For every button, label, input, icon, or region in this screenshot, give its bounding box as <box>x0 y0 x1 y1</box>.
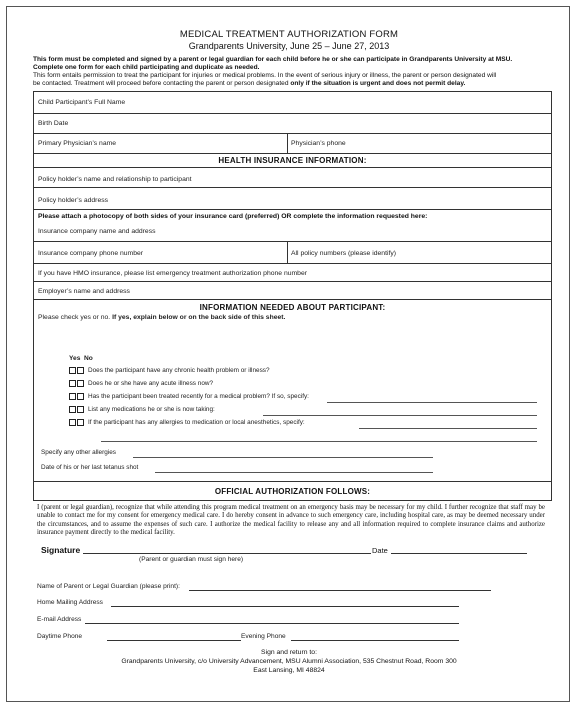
daytime-phone-label: Daytime Phone <box>37 633 83 640</box>
participant-heading: INFORMATION NEEDED ABOUT PARTICIPANT: <box>199 303 386 312</box>
insurance-company-label: Insurance company name and address <box>38 228 156 235</box>
instruction-bold: If yes, explain below or on the back side of this sheet. <box>112 314 286 321</box>
question-text: Has the participant been treated recently for a medical problem? If so, specify: <box>88 393 309 401</box>
policy-numbers-label: All policy numbers (please identify) <box>291 250 397 257</box>
note-4 <box>33 80 465 88</box>
physician-label: Primary Physician’s name <box>38 140 117 147</box>
no-checkbox[interactable] <box>77 367 84 374</box>
note-bold-1: This form must be completed and signed by a parent or legal guardian for each child before he or she can participate in Grandparents University at MSU. <box>33 56 513 63</box>
yes-no-header <box>69 355 93 362</box>
question-text: Does the participant have any chronic health problem or illness? <box>88 367 270 375</box>
answer-line[interactable] <box>101 441 537 442</box>
divider <box>287 134 288 153</box>
mailing-address-label: Home Mailing Address <box>37 599 103 606</box>
other-allergies-line[interactable] <box>133 457 433 458</box>
birth-date-row[interactable] <box>34 114 551 134</box>
question-4 <box>69 406 215 413</box>
signature-label: Signature <box>41 545 81 555</box>
note-3: This form entails permission to treat the participant for injuries or medical problems. In the event of serious injury or illness, the parent or person designated will <box>33 72 497 79</box>
return-line-1: Grandparents University, c/o University Advancement, MSU Alumni Association, 535 Chestnut Road, Room 300 <box>121 658 457 665</box>
insurance-heading: HEALTH INSURANCE INFORMATION: <box>218 156 367 165</box>
hmo-label: If you have HMO insurance, please list emergency treatment authorization phone number <box>38 270 307 277</box>
authorization-heading-row <box>34 482 551 502</box>
question-text: If the participant has any allergies to medication or local anesthetics, specify: <box>88 419 305 427</box>
form-subtitle: Grandparents University, June 25 – June 27, 2013 <box>188 41 390 51</box>
question-3 <box>69 393 309 400</box>
no-label: No <box>84 355 93 362</box>
note-4-bold: only if the situation is urgent and does not permit delay. <box>290 80 466 87</box>
policy-holder-label: Policy holder’s name and relationship to participant <box>38 176 192 183</box>
participant-instruction <box>38 314 285 321</box>
birth-date-label: Birth Date <box>38 120 69 127</box>
child-name-label: Child Participant’s Full Name <box>38 99 126 106</box>
employer-row[interactable] <box>34 282 551 300</box>
holder-address-row[interactable] <box>34 188 551 210</box>
insurance-heading-row <box>34 154 551 168</box>
question-1 <box>69 367 270 374</box>
email-line[interactable] <box>85 623 459 624</box>
authorization-text: I (parent or legal guardian), recognize that while attending this program medical treatment on an emergency basis may be necessary for my child. I further recognize that staff may be unable to contact me for my consent for emergency medical care. I do hereby consent in advance to such emergency care, including hospital care, as may be deemed necessary under the circumstances, and to assume the expenses of such care. I authorize the medical facility to release any and all information required to complete insurance claims and authorize insurance payment directly to the medical facility. <box>37 504 545 537</box>
mailing-address-line[interactable] <box>111 606 459 607</box>
email-label: E-mail Address <box>37 616 82 623</box>
answer-line[interactable] <box>327 402 537 403</box>
guardian-name-line[interactable] <box>189 590 491 591</box>
evening-phone-line[interactable] <box>291 640 459 641</box>
hmo-row[interactable] <box>34 264 551 282</box>
signature-line[interactable] <box>83 553 371 554</box>
tetanus-row <box>41 464 138 471</box>
yes-checkbox[interactable] <box>69 367 76 374</box>
form-page <box>6 6 570 702</box>
question-5 <box>69 419 305 426</box>
no-checkbox[interactable] <box>77 380 84 387</box>
instruction-text: Please check yes or no. <box>38 314 111 321</box>
note-bold-2: Complete one form for each child participating and duplicate as needed. <box>33 64 260 71</box>
physician-phone-label: Physician’s phone <box>291 140 346 147</box>
policy-holder-row[interactable] <box>34 168 551 188</box>
return-line-2: East Lansing, MI 48824 <box>253 667 325 674</box>
authorization-heading: OFFICIAL AUTHORIZATION FOLLOWS: <box>214 487 371 496</box>
signature-hint: (Parent or guardian must sign here) <box>139 556 244 563</box>
no-checkbox[interactable] <box>77 406 84 413</box>
yes-label: Yes <box>69 355 81 362</box>
date-line[interactable] <box>391 553 527 554</box>
daytime-phone-line[interactable] <box>107 640 241 641</box>
insurance-phone-row <box>34 242 551 264</box>
guardian-name-label: Name of Parent or Legal Guardian (please print): <box>37 583 180 590</box>
no-checkbox[interactable] <box>77 419 84 426</box>
tetanus-label: Date of his or her last tetanus shot <box>41 464 139 471</box>
physician-row <box>34 134 551 154</box>
yes-checkbox[interactable] <box>69 419 76 426</box>
photocopy-note: Please attach a photocopy of both sides of your insurance card (preferred) OR complete the information requested here: <box>38 213 428 220</box>
evening-phone-label: Evening Phone <box>241 633 286 640</box>
yes-checkbox[interactable] <box>69 393 76 400</box>
other-allergies-row <box>41 449 116 456</box>
return-heading: Sign and return to: <box>261 649 317 656</box>
note-4-text: be contacted. Treatment will proceed before contacting the parent or person designated <box>33 80 289 87</box>
date-label: Date <box>372 546 388 555</box>
answer-line[interactable] <box>263 415 537 416</box>
question-text: List any medications he or she is now taking: <box>88 406 215 414</box>
answer-line[interactable] <box>359 428 537 429</box>
yes-checkbox[interactable] <box>69 380 76 387</box>
yes-checkbox[interactable] <box>69 406 76 413</box>
employer-label: Employer’s name and address <box>38 288 130 295</box>
no-checkbox[interactable] <box>77 393 84 400</box>
insurance-phone-label: Insurance company phone number <box>38 250 144 257</box>
question-text: Does he or she have any acute illness now? <box>88 380 214 388</box>
other-allergies-label: Specify any other allergies <box>41 449 116 456</box>
question-2 <box>69 380 213 387</box>
divider <box>287 242 288 263</box>
insurance-company-row[interactable] <box>34 210 551 242</box>
form-grid <box>33 91 552 501</box>
tetanus-line[interactable] <box>155 472 433 473</box>
holder-address-label: Policy holder’s address <box>38 197 109 204</box>
child-name-row[interactable] <box>34 92 551 114</box>
form-title: MEDICAL TREATMENT AUTHORIZATION FORM <box>179 29 399 40</box>
